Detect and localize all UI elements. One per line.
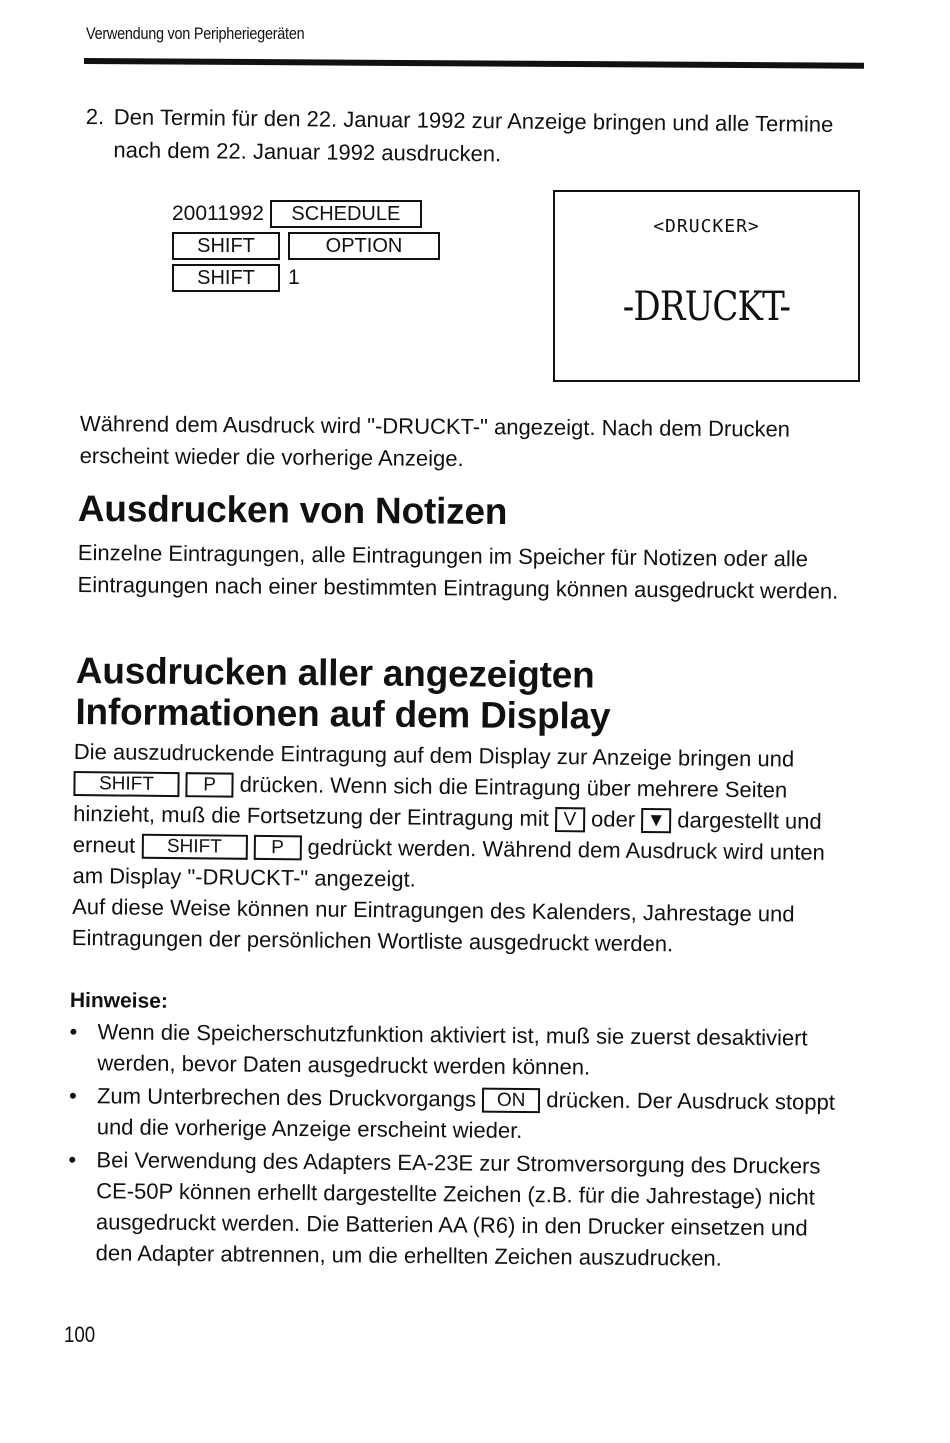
key-row-1 (172, 198, 440, 230)
key-1: 1 (288, 266, 300, 289)
key-sequence (172, 198, 440, 294)
note-text: Bei Verwendung des Adapters EA-23E zur Stromversorgung des Druckers CE-50P können erhellt dargestellte Zeichen (z.B. für die Jahrestage) nicht ausgedruckt werden. Die Batterien AA (R6) in den Drucker einsetzen und den Adapter abtrennen, um die erhellten Zeichen auszudrucken. (95, 1147, 821, 1271)
shift-key-inline: SHIFT (141, 834, 247, 860)
display-text-4: dargestellt und erneut (72, 807, 822, 858)
on-key-inline: ON (482, 1088, 540, 1114)
notes-paragraph: Einzelne Eintragungen, alle Eintragungen im Speicher für Notizen oder alle Eintragungen nach einer bestimmten Eintragung können ausgedruckt werden. (77, 539, 839, 604)
bullet-icon: • (68, 1146, 77, 1173)
header-rule (84, 58, 864, 69)
heading-display: Ausdrucken aller angezeigten Informationen auf dem Display (75, 650, 611, 737)
p-key-inline: P (185, 772, 233, 798)
notes-block (68, 986, 850, 1277)
note-text: Zum Unterbrechen des Druckvorgangs (96, 1083, 477, 1112)
option-key: OPTION (288, 232, 440, 260)
display-text-5: gedrückt werden. Während dem Ausdruck wird unten am Display "-DRUCKT-" angezeigt. (72, 834, 826, 892)
shift-key: SHIFT (172, 232, 280, 260)
note-text: drücken. Der Ausdruck stoppt und die vorherige Anzeige erscheint wieder. (96, 1087, 836, 1143)
display-druckt-label: -DRUCKT- (622, 284, 791, 330)
down-arrow-key-icon: V (555, 807, 585, 832)
display-drucker-label: <DRUCKER> (653, 216, 760, 237)
running-head: Verwendung von Peripheriegeräten (86, 24, 305, 43)
print-info-paragraph: Während dem Ausdruck wird "-DRUCKT-" angezeigt. Nach dem Drucken erscheint wieder die vorherige Anzeige. (79, 410, 791, 472)
date-entry: 20011992 (172, 202, 264, 225)
step-2 (85, 100, 846, 174)
p-key-inline: P (253, 835, 301, 861)
step-text: Den Termin für den 22. Januar 1992 zur Anzeige bringen und alle Termine nach dem 22. Januar 1992 ausdrucken. (113, 104, 834, 167)
key-row-2 (172, 230, 440, 262)
note-item (68, 1144, 849, 1275)
display-text-3: oder (590, 806, 636, 832)
notes-title: Hinweise: (69, 988, 169, 1013)
lcd-display (553, 190, 860, 382)
note-text: Wenn die Speicherschutzfunktion aktiviert ist, muß sie zuerst desaktiviert werden, bevor Daten ausgedruckt werden können. (97, 1019, 808, 1080)
display-text-2: drücken. Wenn sich die Eintragung über mehrere Seiten hinzieht, muß die Fortsetzung der Eintragung mit (73, 771, 788, 831)
key-row-3 (172, 262, 440, 294)
shift-key: SHIFT (172, 264, 280, 292)
heading-notes: Ausdrucken von Notizen (77, 488, 508, 532)
shift-key-inline: SHIFT (73, 771, 179, 797)
display-text-1: Die auszudruckende Eintragung auf dem Display zur Anzeige bringen und (73, 738, 795, 772)
step-number: 2. (85, 103, 105, 130)
display-print-paragraph (72, 736, 844, 961)
note-item (69, 1080, 850, 1149)
note-item (69, 1016, 850, 1085)
bullet-icon: • (69, 1018, 78, 1045)
display-text-6: Auf diese Weise können nur Eintragungen des Kalenders, Jahrestage und Eintragungen der persönlichen Wortliste ausgedruckt werden. (71, 893, 795, 957)
down-arrow-filled-key-icon: ▼ (641, 808, 671, 833)
schedule-key: SCHEDULE (270, 200, 422, 228)
page-number: 100 (64, 1322, 96, 1347)
bullet-icon: • (68, 1082, 77, 1109)
